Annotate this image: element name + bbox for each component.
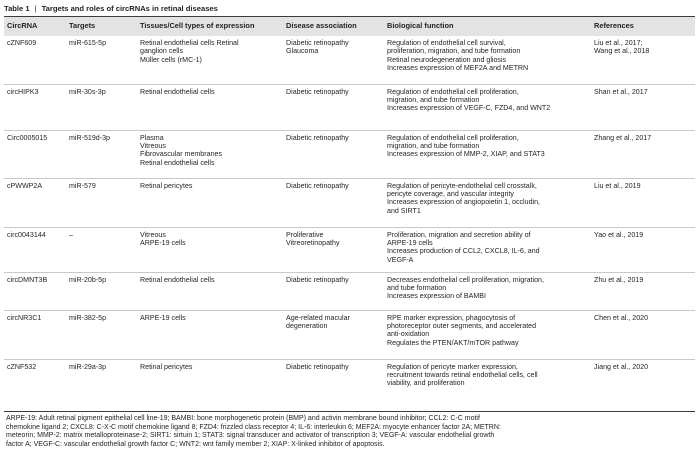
cell-tissues-line: Vitreous xyxy=(140,230,166,239)
cell-disease-line: Diabetic retinopathy xyxy=(286,87,349,96)
cell-targets: miR-20b-5p xyxy=(66,272,137,310)
cell-tissues-line: Plasma xyxy=(140,133,164,142)
cell-function-line: migration, and tube formation xyxy=(387,95,480,104)
cell-circrna: circ0043144 xyxy=(4,227,66,272)
cell-function-line: photoreceptor outer segments, and accelerated xyxy=(387,321,537,330)
cell-function-line: migration, and tube formation xyxy=(387,141,480,150)
cell-function-line: viability, and proliferation xyxy=(387,379,465,388)
cell-references xyxy=(591,359,695,411)
cell-circrna: circDMNT3B xyxy=(4,272,66,310)
cell-disease-line: Glaucoma xyxy=(286,47,319,56)
cell-disease xyxy=(283,36,384,84)
cell-tissues xyxy=(137,84,283,130)
cell-function-line: Regulation of pericyte marker expression, xyxy=(387,362,518,371)
cell-tissues-line: Retinal endothelial cells Retinal xyxy=(140,39,239,47)
cell-references-line: Yao et al., 2019 xyxy=(594,230,644,239)
table-row xyxy=(4,178,695,227)
cell-function-line: proliferation, migration, and tube formation xyxy=(387,47,521,56)
cell-disease xyxy=(283,272,384,310)
cell-function-line: anti-oxidation xyxy=(387,330,430,339)
footnote-line: ARPE-19: Adult retinal pigment epithelial cell line-19; BAMBI: bone morphogenetic protein (BMP) and activin membrane bound inhibitor; CCL2: C-C motif xyxy=(6,415,480,422)
cell-function xyxy=(384,84,591,130)
table-footnote xyxy=(4,412,695,449)
cell-disease xyxy=(283,227,384,272)
table-row xyxy=(4,359,695,411)
cell-circrna: circNR3C1 xyxy=(4,310,66,359)
cell-function xyxy=(384,178,591,227)
header-circrna: CircRNA xyxy=(4,17,66,36)
cell-function xyxy=(384,272,591,310)
table-row xyxy=(4,130,695,178)
cell-circrna: cZNF609 xyxy=(7,39,37,47)
cell-disease xyxy=(283,359,384,411)
header-references: References xyxy=(591,17,695,36)
cell-references xyxy=(591,84,695,130)
cell-references-line: Zhu et al., 2019 xyxy=(594,275,644,284)
cell-circrna: circHIPK3 xyxy=(4,84,66,130)
cell-disease-line: Diabetic retinopathy xyxy=(286,181,349,190)
cell-references-line: Shan et al., 2017 xyxy=(594,87,648,96)
cell-references xyxy=(591,272,695,310)
cell-function-line: Regulation of endothelial cell proliferation, xyxy=(387,133,519,142)
cell-tissues-line: Retinal pericytes xyxy=(140,362,193,371)
header-function: Biological function xyxy=(384,17,591,36)
cell-function-line: Regulation of pericyte-endothelial cell crosstalk, xyxy=(387,181,537,190)
cell-references xyxy=(591,36,695,84)
footnote-line: meteorin; MMP-2: matrix metalloproteinase-2; SIRT1: sirtuin 1; STAT3: signal transducer and activator of transcription 3; VEGF-A: vascular endothelial growth xyxy=(6,432,495,440)
cell-function xyxy=(384,130,591,178)
cell-disease xyxy=(283,130,384,178)
cell-function xyxy=(384,310,591,359)
header-tissues: Tissues/Cell types of expression xyxy=(137,17,283,36)
cell-references xyxy=(591,227,695,272)
circrna-table xyxy=(4,17,695,411)
cell-targets: miR-579 xyxy=(66,178,137,227)
cell-targets: – xyxy=(66,227,137,272)
header-disease: Disease association xyxy=(283,17,384,36)
cell-targets: miR-615-5p xyxy=(69,39,107,47)
cell-function-line: Regulation of endothelial cell survival, xyxy=(387,39,506,47)
table-row xyxy=(4,36,695,84)
cell-tissues xyxy=(137,359,283,411)
footnote-line: chemokine ligand 2; CXCL8: C-X-C motif chemokine ligand 8; FZD4: frizzled class receptor 4; IL-6: interleukin 6; MEF2A: myocyte enhancer factor 2A; METRN: xyxy=(6,423,501,431)
cell-tissues-line: Retinal endothelial cells xyxy=(140,87,215,96)
cell-targets: miR-30s-3p xyxy=(66,84,137,130)
cell-references-line: Zhang et al., 2017 xyxy=(594,133,652,142)
cell-references-line: Chen et al., 2020 xyxy=(594,313,649,322)
cell-references-line: Liu et al., 2017; xyxy=(594,39,643,47)
cell-tissues-line: ARPE-19 cells xyxy=(140,313,186,322)
cell-function-line: Increases expression of VEGF-C, FZD4, and WNT2 xyxy=(387,104,551,113)
cell-disease xyxy=(283,178,384,227)
cell-function-line: Regulation of endothelial cell proliferation, xyxy=(387,87,519,96)
cell-tissues-line: ganglion cells xyxy=(140,47,183,56)
cell-tissues-line: Vitreous xyxy=(140,141,166,150)
cell-function-line: Increases expression of BAMBI xyxy=(387,292,486,301)
caption-separator: | xyxy=(34,4,37,13)
cell-targets: miR-519d-3p xyxy=(66,130,137,178)
cell-tissues-line: Fibrovascular membranes xyxy=(140,150,223,159)
cell-circrna: cZNF532 xyxy=(4,359,66,411)
cell-tissues-line: Retinal endothelial cells xyxy=(140,275,215,284)
caption-title: Targets and roles of circRNAs in retinal diseases xyxy=(41,4,218,13)
table-row xyxy=(4,310,695,359)
table-body xyxy=(4,36,695,411)
cell-disease xyxy=(283,84,384,130)
table-row xyxy=(4,84,695,130)
cell-targets: miR-382-5p xyxy=(66,310,137,359)
cell-tissues-line: Retinal endothelial cells xyxy=(140,158,215,167)
cell-function-line: pericyte coverage, and vascular integrity xyxy=(387,189,514,198)
cell-disease-line: Diabetic retinopathy xyxy=(286,39,349,47)
cell-function-line: Increases expression of MMP-2, XIAP, and STAT3 xyxy=(387,150,545,159)
cell-tissues xyxy=(137,130,283,178)
table-caption xyxy=(4,3,695,15)
cell-references-line: Wang et al., 2018 xyxy=(594,47,650,56)
cell-function-line: Retinal neurodegeneration and gliosis xyxy=(387,55,507,64)
cell-disease-line: degeneration xyxy=(286,321,328,330)
cell-references xyxy=(591,178,695,227)
cell-references xyxy=(591,310,695,359)
cell-tissues xyxy=(137,272,283,310)
cell-disease-line: Diabetic retinopathy xyxy=(286,362,349,371)
cell-function-line: VEGF-A xyxy=(387,255,414,264)
cell-function-line: Increases production of CCL2, CXCL8, IL-6, and xyxy=(387,247,540,256)
header-targets: Targets xyxy=(66,17,137,36)
cell-function-line: Increases expression of angiopoietin 1, occludin, xyxy=(387,198,541,207)
table-row xyxy=(4,272,695,310)
cell-circrna: cPWWP2A xyxy=(4,178,66,227)
cell-tissues-line: ARPE-19 cells xyxy=(140,238,186,247)
cell-function-line: and tube formation xyxy=(387,283,447,292)
cell-disease-line: Diabetic retinopathy xyxy=(286,133,349,142)
cell-function-line: and SIRT1 xyxy=(387,206,421,215)
cell-function xyxy=(384,36,591,84)
cell-function-line: Decreases endothelial cell proliferation, migration, xyxy=(387,275,544,284)
cell-function xyxy=(384,359,591,411)
cell-references-line: Liu et al., 2019 xyxy=(594,181,641,190)
cell-circrna: Circ0005015 xyxy=(4,130,66,178)
cell-tissues-line: Retinal pericytes xyxy=(140,181,193,190)
cell-tissues xyxy=(137,36,283,84)
cell-function-line: Regulates the PTEN/AKT/mTOR pathway xyxy=(387,338,519,347)
cell-disease-line: Proliferative xyxy=(286,230,324,239)
caption-label: Table 1 xyxy=(4,4,30,13)
cell-function-line: recruitment towards retinal endothelial cells, cell xyxy=(387,370,538,379)
cell-function-line: RPE marker expression, phagocytosis of xyxy=(387,313,516,322)
cell-tissues xyxy=(137,178,283,227)
cell-disease-line: Vitreoretinopathy xyxy=(286,238,340,247)
table-header xyxy=(4,17,695,36)
footnote-line: factor A; VEGF-C: vascular endothelial growth factor C; WNT2: wnt family member 2; XIAP: X-linked inhibitor of apoptosis. xyxy=(6,440,385,448)
cell-disease-line: Diabetic retinopathy xyxy=(286,275,349,284)
table-row xyxy=(4,227,695,272)
cell-function-line: Proliferation, migration and secretion ability of xyxy=(387,230,531,239)
cell-function-line: ARPE-19 cells xyxy=(387,238,433,247)
cell-references xyxy=(591,130,695,178)
cell-tissues-line: Müller cells (rMC-1) xyxy=(140,55,202,64)
cell-tissues xyxy=(137,227,283,272)
cell-function-line: Increases expression of MEF2A and METRN xyxy=(387,64,529,73)
cell-disease-line: Age-related macular xyxy=(286,313,350,322)
cell-targets: miR-29a-3p xyxy=(66,359,137,411)
cell-disease xyxy=(283,310,384,359)
cell-tissues xyxy=(137,310,283,359)
cell-references-line: Jiang et al., 2020 xyxy=(594,362,649,371)
cell-function xyxy=(384,227,591,272)
